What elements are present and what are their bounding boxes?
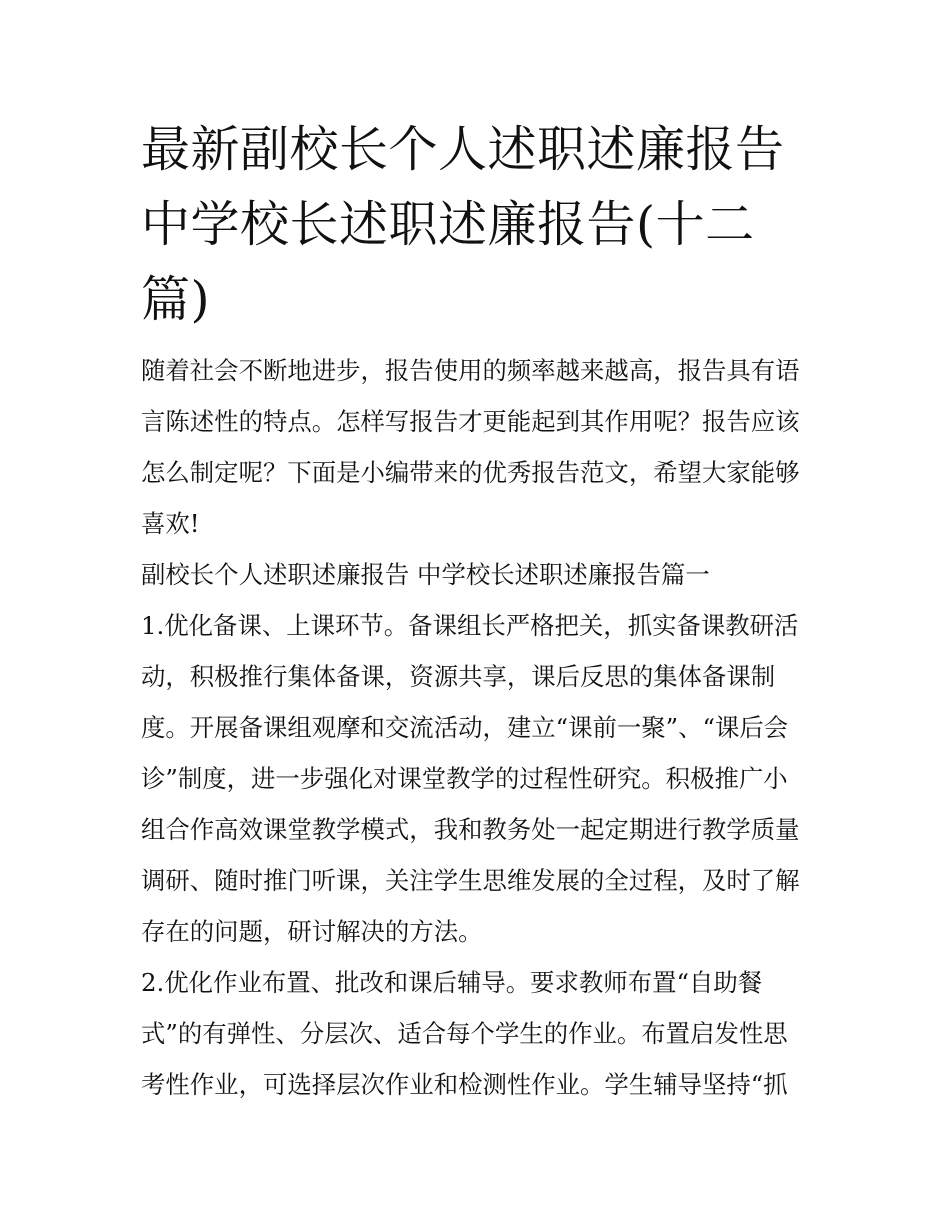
- title-line: 中学校长述职述廉报告(十二: [141, 196, 755, 253]
- text-line: 存在的问题，研讨解决的方法。: [141, 917, 483, 946]
- text-line: 言陈述性的特点。怎样写报告才更能起到其作用呢？报告应该: [141, 407, 800, 436]
- text-line: 喜欢!: [141, 509, 200, 538]
- title-line: 最新副校长个人述职述廉报告: [141, 121, 785, 178]
- text-line: 度。开展备课组观摩和交流活动，建立“课前一聚”、“课后会: [141, 713, 789, 742]
- item-paragraph-2: [141, 957, 817, 1110]
- item-paragraph-1: [141, 600, 817, 957]
- text-line: 组合作高效课堂教学模式，我和教务处一起定期进行教学质量: [141, 815, 800, 844]
- text-line: 怎么制定呢？下面是小编带来的优秀报告范文，希望大家能够: [141, 458, 800, 487]
- text-line: 动，积极推行集体备课，资源共享，课后反思的集体备课制: [141, 662, 776, 691]
- text-line: 考性作业，可选择层次作业和检测性作业。学生辅导坚持“抓: [141, 1070, 788, 1099]
- text-line: 式”的有弹性、分层次、适合每个学生的作业。布置启发性思: [141, 1019, 788, 1048]
- text-line: 调研、随时推门听课，关注学生思维发展的全过程，及时了解: [141, 866, 800, 895]
- document-title: [141, 112, 817, 337]
- text-line: 诊”制度，进一步强化对课堂教学的过程性研究。积极推广小: [141, 764, 788, 793]
- text-line: 2.优化作业布置、批改和课后辅导。要求教师布置“自助餐: [141, 968, 763, 997]
- document-page: [141, 112, 817, 1110]
- intro-paragraph: [141, 345, 817, 549]
- section-heading: [141, 549, 817, 600]
- title-line: 篇): [141, 271, 211, 328]
- text-line: 随着社会不断地进步，报告使用的频率越来越高，报告具有语: [141, 356, 800, 385]
- document-body: [141, 345, 817, 1110]
- text-line: 1.优化备课、上课环节。备课组长严格把关，抓实备课教研活: [141, 611, 799, 640]
- text-line: 副校长个人述职述廉报告 中学校长述职述廉报告篇一: [141, 560, 710, 589]
